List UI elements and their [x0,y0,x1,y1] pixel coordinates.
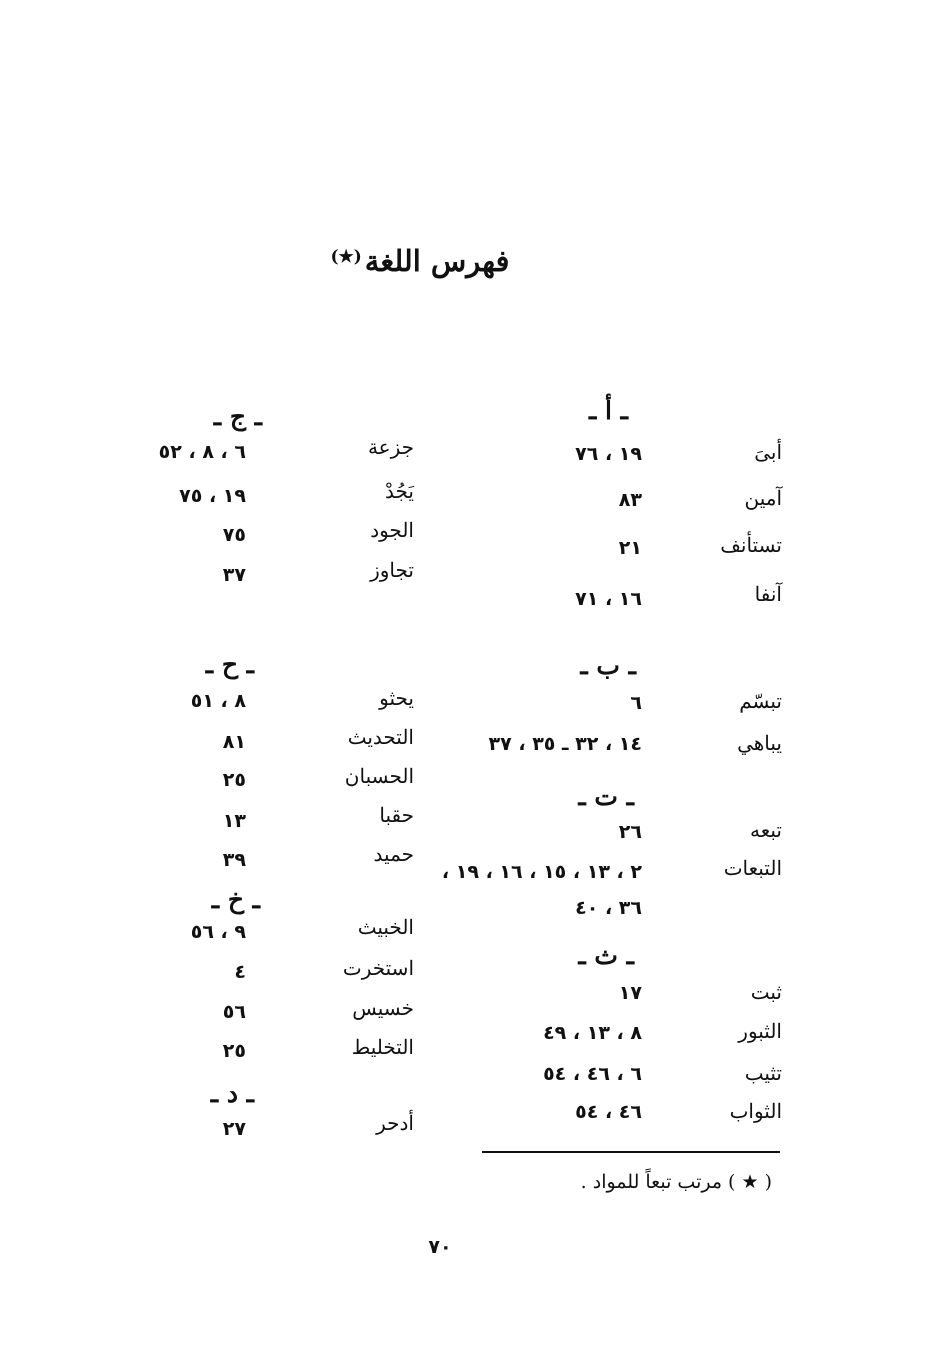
index-pages: ٤٦ ، ٥٤ [575,1101,642,1123]
index-word: حميد [373,842,414,866]
index-word: تثيب [744,1061,782,1085]
index-pages: ٨٣ [618,489,642,511]
section-heading-alef: ـ أ ـ [588,396,628,425]
index-pages: ٩ ، ٥٦ [190,921,246,943]
index-word: الجود [370,518,414,542]
footnote: ( ★ ) مرتب تبعاً للمواد . [580,1171,772,1193]
index-pages: ٢ ، ١٣ ، ١٥ ، ١٦ ، ١٩ ، [441,861,642,883]
index-word: تبعه [750,818,782,842]
index-pages: ٢١ [618,537,642,559]
index-pages: ١٣ [222,810,246,832]
index-word: الحسبان [344,764,414,788]
index-word: استخرت [342,956,414,980]
index-pages: ٨١ [222,731,246,753]
index-word: الثواب [729,1099,782,1123]
index-word: آمين [744,486,782,510]
index-word: يَجُدْ [385,479,414,503]
index-word: يحثو [379,686,414,710]
index-word: تبسّم [739,689,782,713]
index-word: الثبور [738,1019,782,1043]
index-pages: ١٩ ، ٧٦ [575,443,642,465]
index-word: الخبيث [357,915,414,939]
title-text: فهرس اللغة [364,244,510,278]
title-footnote-marker: (★) [330,247,362,267]
index-word: التبعات [723,856,782,880]
index-word: أدحر [376,1111,414,1135]
index-pages: ١٤ ، ٣٢ ـ ٣٥ ، ٣٧ [488,733,642,755]
index-word: يباهي [737,731,782,755]
index-word: تستأنف [720,533,782,557]
index-word: أبىَ [754,440,782,464]
index-pages: ٥٦ [222,1001,246,1023]
index-pages: ١٩ ، ٧٥ [179,485,246,507]
index-word: التخليط [351,1035,414,1059]
index-pages: ٣٩ [222,849,246,871]
index-word: تجاوز [370,558,414,582]
section-heading-kha: ـ خ ـ [211,885,260,914]
index-word: التحديث [347,725,414,749]
index-pages: ٦ [630,692,642,714]
index-word: ثبت [750,980,782,1004]
section-heading-ta: ـ ت ـ [578,782,634,811]
index-pages: ٢٥ [222,1040,246,1062]
index-pages: ٦ ، ٨ ، ٥٢ [158,441,246,463]
footnote-rule [482,1151,780,1153]
index-pages: ٤ [234,961,246,983]
index-pages: ١٦ ، ٧١ [575,588,642,610]
index-pages-continued: ٣٦ ، ٤٠ [575,897,642,919]
page-number: ٧٠ [428,1236,452,1258]
index-pages: ٦ ، ٤٦ ، ٥٤ [543,1063,642,1085]
index-pages: ٢٦ [618,821,642,843]
index-word: آنفا [754,582,782,606]
index-pages: ٢٥ [222,769,246,791]
index-pages: ٣٧ [222,564,246,586]
index-pages: ٢٧ [222,1118,246,1140]
section-heading-jim: ـ ج ـ [213,402,262,431]
index-word: خسيس [352,996,414,1020]
index-pages: ١٧ [618,982,642,1004]
index-pages: ٧٥ [222,524,246,546]
section-heading-ba: ـ ب ـ [580,651,636,680]
section-heading-ha: ـ ح ـ [205,650,254,679]
page-title [300,244,540,278]
index-word: جزعة [367,435,414,459]
index-pages: ٨ ، ١٣ ، ٤٩ [543,1022,642,1044]
section-heading-dal: ـ د ـ [210,1079,254,1108]
index-pages: ٨ ، ٥١ [190,690,246,712]
section-heading-tha: ـ ث ـ [578,941,634,970]
index-word: حقبا [379,803,414,827]
